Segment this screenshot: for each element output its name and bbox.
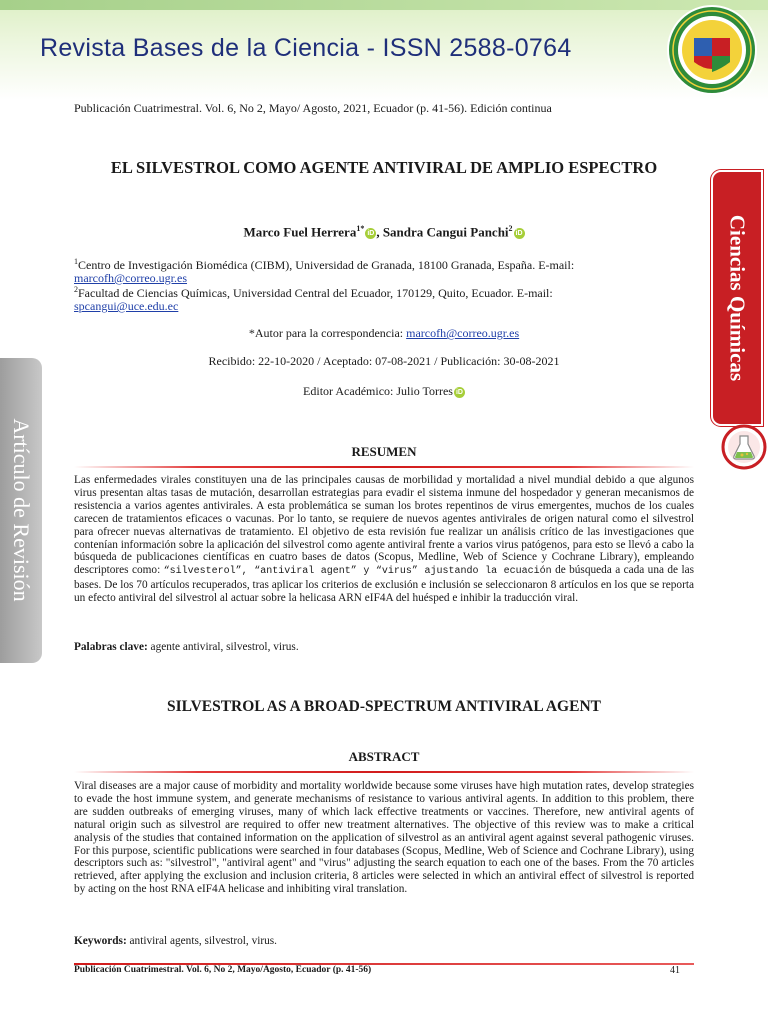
section-tab-ciencias-quimicas (711, 170, 763, 426)
affiliation-text: Facultad de Ciencias Químicas, Universidad Central del Ecuador, 170129, Quito, Ecuador. E-mail: (78, 286, 553, 300)
author-list (0, 224, 768, 240)
affiliation-text: Centro de Investigación Biomédica (CIBM), Universidad de Granada, 18100 Granada, España. E-mail: (78, 258, 575, 272)
email-link[interactable]: marcofh@correo.ugr.es (74, 271, 188, 285)
abstract-body: Viral diseases are a major cause of morbidity and mortality worldwide because some viruses have high mutation rates, develop strategies to evade the host immune system, and generate mechanisms of resistance to various antiviral agents. In addition to this problem, there are sudden outbreaks of emerging viruses, many of which lack effective treatments or vaccines. Therefore, new antiviral agents of natural origin such as silvestrol are required to offer new treatment alternatives. The objective of this review was to make a critical analysis of the studies that contained information on the application of silvestrol as an antiviral agent against several pathogenic viruses. For this purpose, scientific publications were searched in four databases (Scopus, Medline, Web of Science and Cochrane Library), using descriptors such as: "silvestrol", "antiviral agent" and "virus" adjusting the search equation to each one of the bases. From the 70 articles retrieved, after applying the exclusion and inclusion criteria, 8 articles were selected in which an antiviral effect of silvestrol is reported by acting on the host RNA eIF4A helicase and inhibiting viral translation. (74, 780, 694, 896)
article-title-en: SILVESTROL AS A BROAD-SPECTRUM ANTIVIRAL AGENT (167, 698, 601, 715)
affiliation-number: 2 (74, 285, 78, 294)
correspondence-email-link[interactable]: marcofh@correo.ugr.es (406, 326, 520, 340)
abstract-heading: ABSTRACT (348, 749, 420, 764)
article-type-label: Artículo de Revisión (9, 418, 34, 602)
resumen-heading: RESUMEN (351, 444, 417, 459)
university-seal-icon (664, 2, 760, 98)
email-link[interactable]: spcangui@uce.edu.ec (74, 299, 179, 313)
affiliation-2 (74, 283, 624, 313)
editor-text: Editor Académico: Julio Torres (303, 384, 453, 398)
journal-title: Revista Bases de la Ciencia - ISSN 2588-0764 (40, 34, 572, 62)
resumen-text: de búsqueda a cada una de las bases. De los 70 artículos recuperados, tras aplicar los criterios de exclusión e inclusión se seleccionaron 8 artículos en los que se reporta un efecto antiviral del silvestrol al actuar sobre la helicasa ARN eIF4A del huésped e inhibir la traducción viral. (74, 564, 694, 605)
chemistry-flask-icon (721, 424, 767, 470)
keywords-text: antiviral agents, silvestrol, virus. (126, 935, 278, 947)
section-divider (74, 771, 694, 773)
keywords-en (74, 935, 277, 947)
article-type-tab (0, 358, 42, 663)
correspondence-line (0, 326, 768, 341)
keywords-label: Palabras clave: (74, 641, 148, 653)
author-name: Sandra Cangui Panchi (382, 224, 509, 240)
publication-line: Publicación Cuatrimestral. Vol. 6, No 2, Mayo/ Agosto, 2021, Ecuador (p. 41-56). Edición continua (74, 101, 552, 115)
journal-header-banner (0, 0, 768, 100)
editor-line (0, 384, 768, 399)
header-stripe (0, 0, 768, 10)
resumen-descriptors: “silvesterol”, “antiviral agent” y “virus” ajustando la ecuación (163, 566, 552, 578)
affiliation-1 (74, 255, 624, 285)
orcid-icon[interactable]: iD (367, 229, 375, 237)
keywords-text: agente antiviral, silvestrol, virus. (147, 641, 299, 653)
palabras-clave (74, 641, 299, 653)
keywords-label: Keywords: (74, 935, 127, 947)
author-name: Marco Fuel Herrera (243, 224, 357, 240)
footer-citation: Publicación Cuatrimestral. Vol. 6, No 2, Mayo/Agosto, Ecuador (p. 41-56) (74, 965, 372, 975)
orcid-icon[interactable]: iD (515, 229, 523, 237)
article-title-es: EL SILVESTROL COMO AGENTE ANTIVIRAL DE AMPLIO ESPECTRO (110, 158, 658, 177)
resumen-text: Las enfermedades virales constituyen una de las principales causas de morbilidad y mortalidad a nivel mundial debido a que algunos virus presentan altas tasas de mutación, desarrollan estrategias para evadir el sistema inmune del hospedador y generan mecanismos de resistencia a varios agentes antivirales. A esta problemática se suman los brotes repentinos de virus emergentes, muchos de los cuales carecen de tratamientos eficaces o vacunas. Por lo tanto, se requiere de nuevos agentes antivirales de origen natural como el silvestrol para ofrecer nuevas alternativas de tratamiento. El objetivo de esta revisión fue realizar un análisis crítico de las investigaciones que contenían información sobre la aplicación del silvestrol como agente antiviral frente a varios virus patógenos, para esto se llevó a cabo la búsqueda de publicaciones científicas en cuatro bases de datos (Scopus, Medline, Web of Science y Cochrane Library), empleando descriptores como: (74, 474, 694, 577)
author-superscript: 1* (356, 224, 365, 233)
author-separator: , (376, 224, 383, 240)
section-divider (74, 466, 694, 468)
page-number: 41 (670, 965, 680, 976)
affiliation-number: 1 (74, 257, 78, 266)
author-superscript: 2 (508, 224, 513, 233)
orcid-icon[interactable]: iD (455, 388, 463, 396)
dates-line: Recibido: 22-10-2020 / Aceptado: 07-08-2021 / Publicación: 30-08-2021 (208, 354, 560, 368)
section-tab-label: Ciencias Químicas (725, 214, 750, 382)
correspondence-label: *Autor para la correspondencia: (248, 326, 407, 340)
resumen-body (74, 474, 694, 605)
